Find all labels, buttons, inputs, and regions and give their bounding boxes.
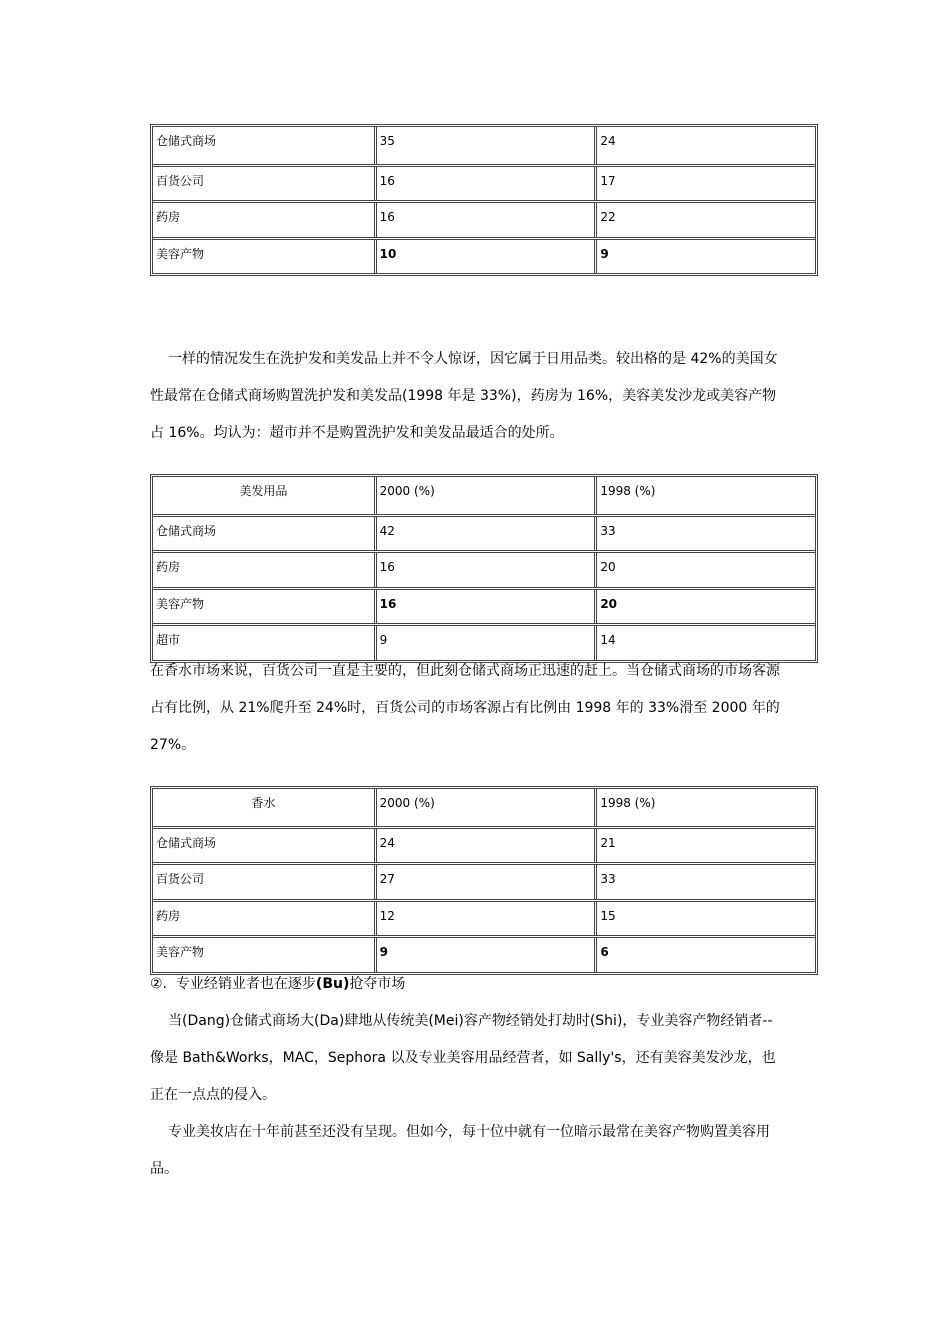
table-row [153, 200, 815, 237]
table-header-cell: 1998 (%) [594, 789, 815, 826]
table-cell: 超市 [156, 633, 181, 648]
table-row [153, 826, 815, 863]
section-heading [150, 966, 800, 1003]
table-cell: 17 [594, 167, 815, 201]
table-header-cell: 2000 (%) [374, 789, 595, 826]
table-header-row [153, 477, 815, 514]
table-cell: 24 [594, 127, 815, 164]
section-heading-bold: (Bu) [315, 976, 350, 992]
paragraph-line: 正在一点点的侵入。 [150, 1087, 276, 1103]
table-retail-channels [150, 124, 818, 276]
paragraph-beauty-stores [150, 1114, 800, 1188]
paragraph-line: 占有比例，从 21%爬升至 24%时，百货公司的市场客源占有比例由 1998 年的 33%滑至 2000 年的 [150, 700, 780, 716]
table-cell: 仓储式商场 [156, 134, 217, 148]
table-cell: 16 [374, 167, 595, 201]
section-heading-text: 专业经销业者也在逐步 [175, 976, 316, 992]
table-row [153, 550, 815, 587]
table-row [153, 514, 815, 551]
paragraph-line: 品。 [150, 1161, 178, 1177]
table-row [153, 164, 815, 201]
table-cell: 药房 [156, 908, 181, 923]
table-cell: 美容产物 [156, 596, 205, 611]
table-cell: 9 [374, 626, 595, 660]
paragraph-line: 专业美妆店在十年前甚至还没有呈现。但如今，每十位中就有一位暗示最常在美容产物购置美容用 [168, 1124, 770, 1140]
table-cell: 20 [594, 590, 815, 624]
table-header-cell: 2000 (%) [374, 477, 595, 514]
paragraph-perfume [150, 653, 800, 764]
paragraph-haircare [150, 341, 800, 452]
paragraph-line: 在香水市场来说，百货公司一直是主要的，但此刻仓储式商场正迅速的赶上。当仓储式商场的市场客源 [150, 663, 780, 679]
table-header-row [153, 789, 815, 826]
section-marker: ②. [150, 976, 168, 992]
table-cell: 药房 [156, 210, 181, 225]
table-row [153, 127, 815, 164]
table-cell: 百货公司 [156, 173, 205, 188]
table-cell: 16 [374, 590, 595, 624]
paragraph-line: 当(Dang)仓储式商场大(Da)肆地从传统美(Mei)容产物经销处打劫时(Shi)，专业美容产物经销者-- [168, 1013, 773, 1029]
table-cell: 20 [594, 553, 815, 587]
paragraph-specialty-retail [150, 1003, 800, 1114]
table-cell: 33 [594, 865, 815, 899]
table-cell: 百货公司 [156, 872, 205, 887]
table-cell: 美容产物 [156, 945, 205, 960]
table-cell: 16 [374, 553, 595, 587]
table-header-cell: 美发用品 [239, 484, 288, 498]
paragraph-line: 占 16%。均认为：超市并不是购置洗护发和美发品最适合的处所。 [150, 425, 564, 441]
table-hair-products [150, 474, 818, 663]
table-header-cell: 1998 (%) [594, 477, 815, 514]
table-cell: 42 [374, 517, 595, 551]
table-cell: 10 [374, 240, 595, 274]
table-cell: 药房 [156, 560, 181, 575]
paragraph-line: 性最常在仓储式商场购置洗护发和美发品(1998 年是 33%)，药房为 16%，美容美发沙龙或美容产物 [150, 388, 777, 404]
table-row [153, 237, 815, 274]
table-perfume [150, 786, 818, 975]
table-cell: 15 [594, 902, 815, 936]
table-cell: 美容产物 [156, 246, 205, 261]
table-cell: 33 [594, 517, 815, 551]
table-cell: 12 [374, 902, 595, 936]
table-cell: 9 [594, 240, 815, 274]
table-row [153, 587, 815, 624]
table-header-cell: 香水 [251, 796, 276, 810]
table-cell: 24 [374, 829, 595, 863]
table-cell: 9 [374, 938, 595, 972]
table-cell: 21 [594, 829, 815, 863]
table-row [153, 899, 815, 936]
table-cell: 27 [374, 865, 595, 899]
paragraph-line: 像是 Bath&Works，MAC，Sephora 以及专业美容用品经营者，如 Sally's，还有美容美发沙龙，也 [150, 1050, 776, 1066]
section-heading-text: 抢夺市场 [349, 976, 406, 992]
table-cell: 22 [594, 203, 815, 237]
table-cell: 16 [374, 203, 595, 237]
table-cell: 14 [594, 626, 815, 660]
paragraph-line: 一样的情况发生在洗护发和美发品上并不令人惊讶，因它属于日用品类。较出格的是 42%的美国女 [168, 351, 778, 367]
table-cell: 仓储式商场 [156, 523, 217, 538]
paragraph-line: 27%。 [150, 737, 196, 753]
table-row [153, 862, 815, 899]
table-cell: 35 [374, 127, 595, 164]
table-cell: 6 [594, 938, 815, 972]
table-cell: 仓储式商场 [156, 835, 217, 850]
